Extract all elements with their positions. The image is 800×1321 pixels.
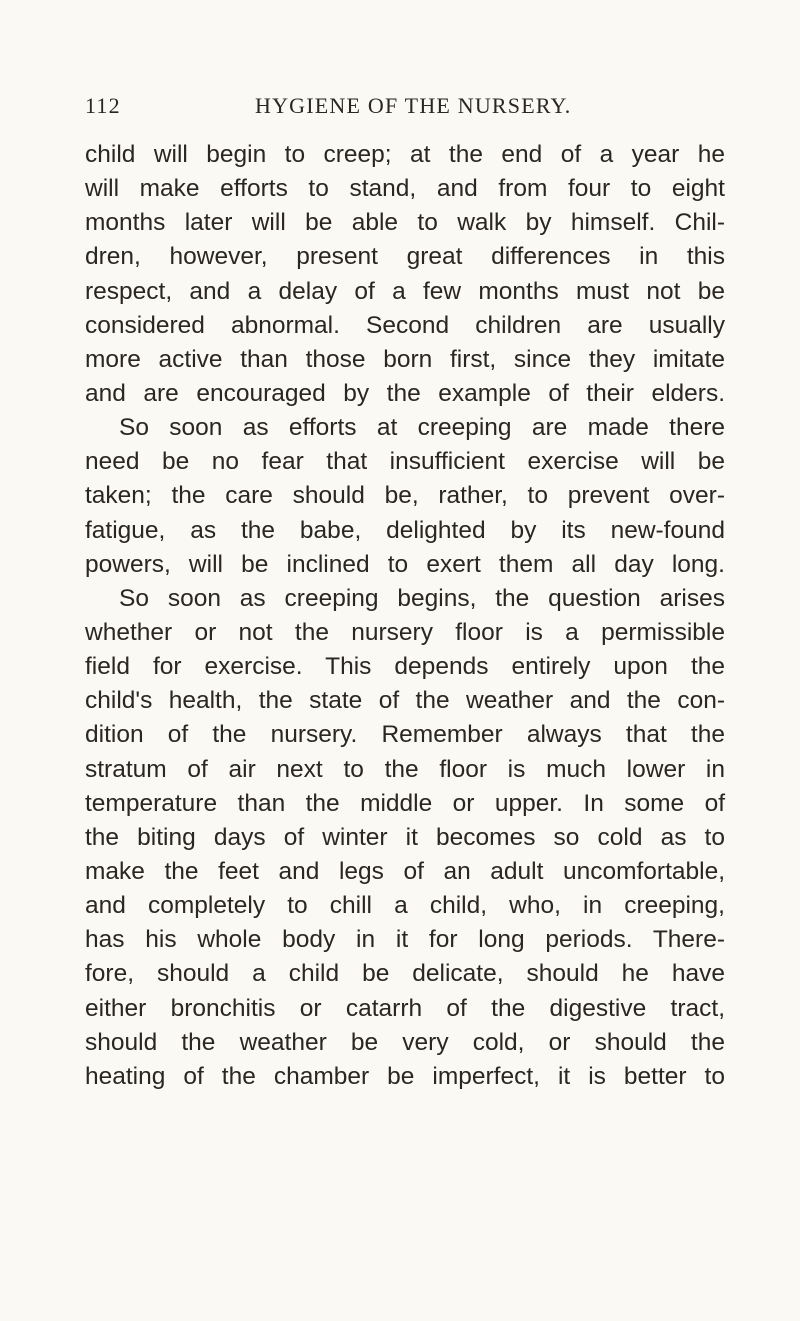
text-line: months later will be able to walk by himself. Chil- [85, 209, 725, 237]
text-line: whether or not the nursery floor is a permissible [85, 618, 725, 646]
running-title: HYGIENE OF THE NURSERY. [255, 93, 572, 118]
text-line: either bronchitis or catarrh of the digestive tract, [85, 994, 725, 1022]
text-line: child will begin to creep; at the end of a year he [85, 141, 725, 168]
text-line: and completely to chill a child, who, in creeping, [85, 892, 725, 920]
text-line: make the feet and legs of an adult uncomfortable, [85, 857, 725, 885]
text-line: heating of the chamber be imperfect, it is better to [85, 1062, 725, 1090]
page-number: 112 [85, 93, 121, 118]
text-line: stratum of air next to the floor is much lower in [85, 755, 725, 783]
text-line: respect, and a delay of a few months must not be [85, 277, 725, 305]
body-text [85, 138, 725, 1094]
text-line: taken; the care should be, rather, to prevent over- [85, 482, 725, 510]
text-line: the biting days of winter it becomes so cold as to [85, 823, 725, 851]
text-line: child's health, the state of the weather and the con- [85, 687, 725, 715]
text-line: So soon as efforts at creeping are made there [119, 414, 725, 442]
text-line: fatigue, as the babe, delighted by its new-found [85, 516, 725, 544]
text-line: considered abnormal. Second children are usually [85, 311, 725, 339]
text-line: dition of the nursery. Remember always that the [85, 721, 725, 749]
running-head [85, 93, 720, 127]
text-line: need be no fear that insufficient exercise will be [85, 448, 725, 476]
text-line: dren, however, present great differences in this [85, 243, 725, 271]
text-line: should the weather be very cold, or should the [85, 1028, 725, 1056]
text-line: field for exercise. This depends entirely upon the [85, 653, 725, 681]
text-line: and are encouraged by the example of their elders. [85, 379, 725, 407]
text-line: has his whole body in it for long periods. There- [85, 926, 725, 954]
text-line: will make efforts to stand, and from four to eight [85, 175, 725, 203]
text-line: fore, should a child be delicate, should he have [85, 960, 725, 988]
text-line: temperature than the middle or upper. In some of [85, 789, 725, 817]
text-line: more active than those born first, since they imitate [85, 345, 725, 373]
text-line: powers, will be inclined to exert them all day long. [85, 550, 725, 578]
text-line: So soon as creeping begins, the question arises [119, 584, 725, 612]
